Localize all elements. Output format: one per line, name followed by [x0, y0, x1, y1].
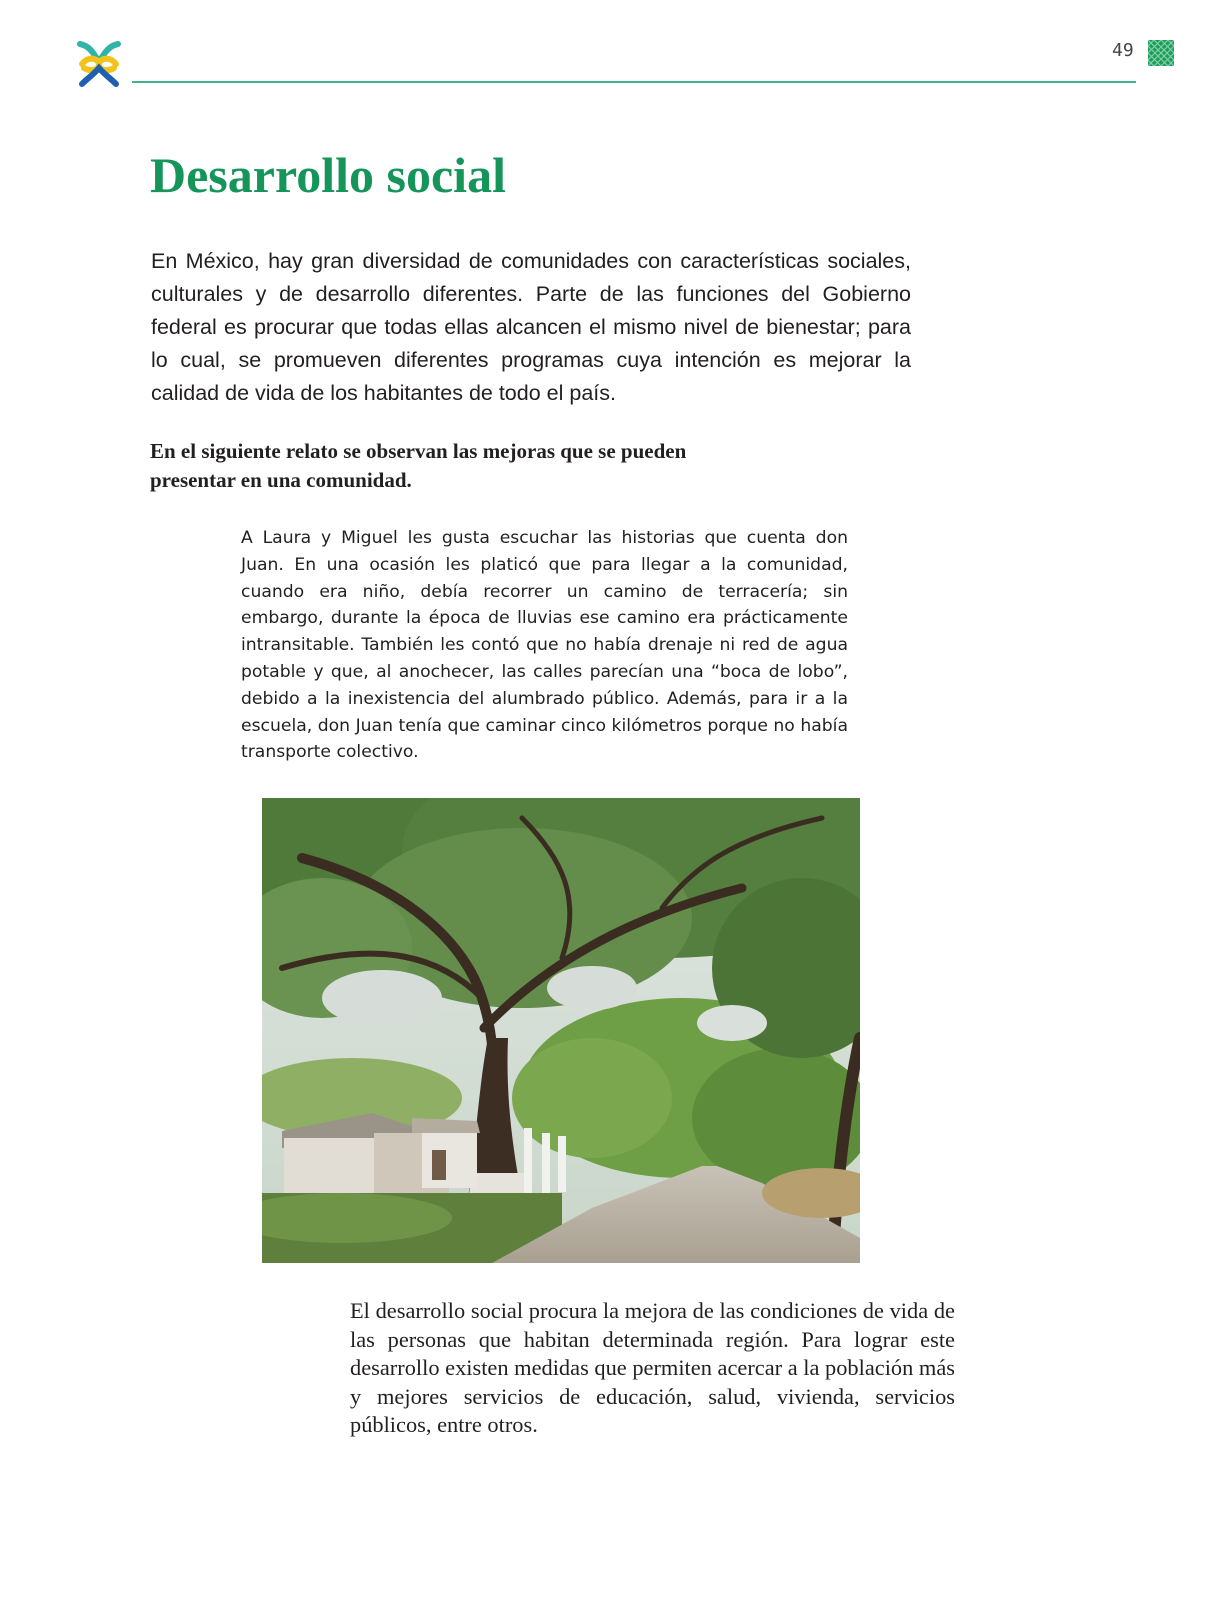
story-paragraph: A Laura y Miguel les gusta escuchar las historias que cuenta don Juan. En una ocasión les platicó que para llegar a la comunidad, cuando era niño, debía recorrer un camino de terracería; sin embargo, durante la época de lluvias ese camino era prácticamente intransitable. También les contó que no había drenaje ni red de agua potable y que, al anochecer, las calles parecían una “boca de lobo”, debido a la inexistencia del alumbrado público. Además, para ir a la escuela, don Juan tenía que caminar cinco kilómetros porque no había transporte colectivo.: [241, 528, 848, 763]
page-title: Desarrollo social: [150, 147, 506, 203]
green-pattern-icon: [1148, 40, 1174, 66]
book-logo-icon: [74, 38, 124, 88]
tree-road-photo: [262, 798, 860, 1263]
lead-paragraph: En el siguiente relato se observan las mejoras que se pueden presentar en una comunidad.: [150, 439, 687, 492]
header-rule: [132, 81, 1136, 83]
closing-paragraph: El desarrollo social procura la mejora de las condiciones de vida de las personas que habitan determinada región. Para lograr este desarrollo existen medidas que permiten acercar a la población más y mejores servicios de educación, salud, vivienda, servicios públicos, entre otros.: [350, 1298, 955, 1437]
page-number: 49: [1112, 40, 1134, 61]
intro-paragraph: En México, hay gran diversidad de comunidades con características sociales, culturales y de desarrollo diferentes. Parte de las funciones del Gobierno federal es procurar que todas ellas alcancen el mismo nivel de bienestar; para lo cual, se promueven diferentes programas cuya intención es mejorar la calidad de vida de los habitantes de todo el país.: [151, 249, 911, 405]
